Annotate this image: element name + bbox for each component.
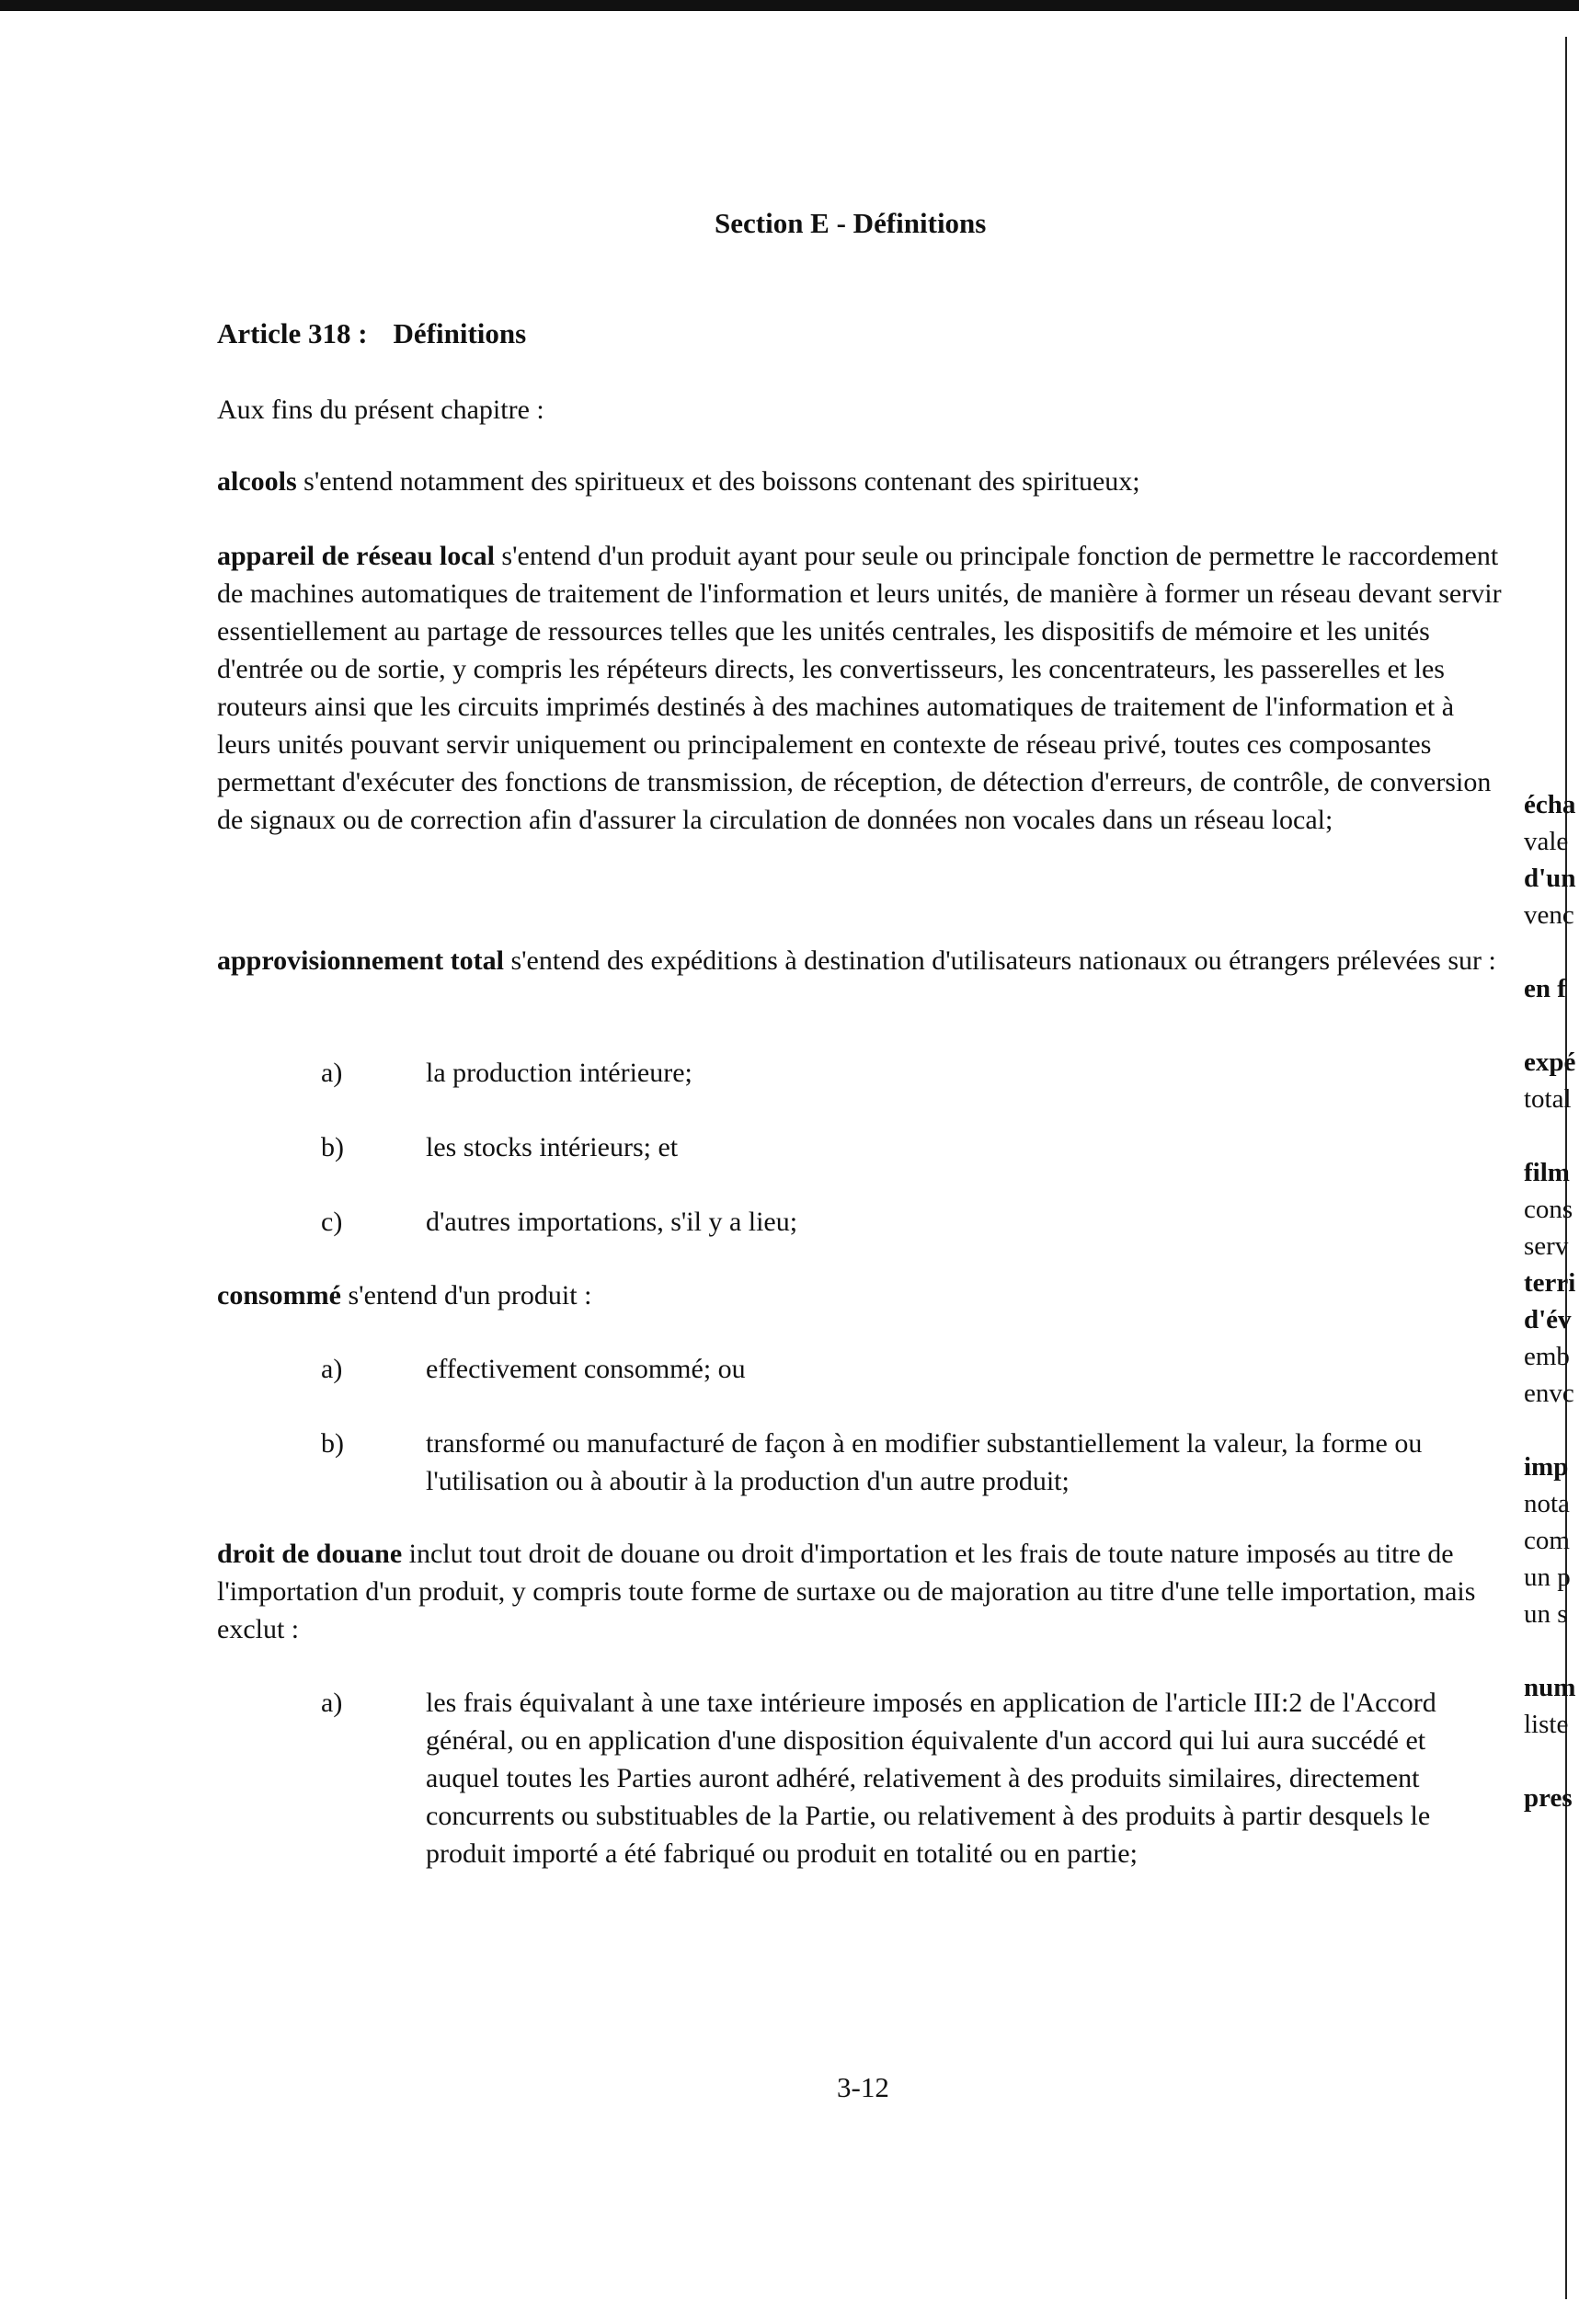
definition-appareil [217,537,1505,839]
intro-paragraph [217,391,1505,429]
list-text: transformé ou manufacturé de façon à en modifier substantiellement la valeur, la forme ou l'utilisation ou à aboutir à la production d'un autre produit; [426,1428,1423,1496]
list-label: c) [321,1207,343,1237]
list-text: les frais équivalant à une taxe intérieure imposés en application de l'article III:2 de l'Accord général, ou en application d'une disposition équivalente d'un accord qui lui aura succédé et auquel toutes les Parties auront adhéré, relativement à des produits similaires, directement concurrents ou substituables de la Partie, ou relativement à des produits à partir desquels le produit importé a été fabriqué ou produit en totalité ou en partie; [426,1688,1436,1869]
term-alcools: alcools [217,466,297,497]
fragment: imp [1524,1452,1569,1482]
list-label: a) [321,1688,343,1718]
definition-consomme [217,1276,1505,1314]
term-appareil-de-reseau-local: appareil de réseau local [217,541,495,571]
section-title: Section E - Définitions [715,207,987,239]
fragment: expé [1524,1048,1576,1077]
fragment: écha [1524,790,1576,819]
definition-approvisionnement [217,942,1505,979]
fragment: d'un [1524,864,1576,893]
fragment: vale [1524,827,1569,856]
term-approvisionnement-total: approvisionnement total [217,945,504,976]
definition-alcools [217,463,1505,500]
fragment: un p [1524,1563,1571,1592]
fragment: venc [1524,900,1574,930]
list-item [217,1203,1505,1241]
fragment: terri [1524,1268,1576,1298]
list-label: b) [321,1132,344,1162]
fragment: num [1524,1673,1576,1702]
list-text: d'autres importations, s'il y a lieu; [426,1207,798,1237]
definition-alcools-text: s'entend notamment des spiritueux et des boissons contenant des spiritueux; [296,466,1140,497]
intro-text: Aux fins du présent chapitre : [217,395,544,425]
fragment: envc [1524,1379,1574,1408]
list-label: a) [321,1354,343,1384]
article-title: Définitions [393,317,527,349]
list-item [217,1684,1505,1872]
top-border [0,0,1579,11]
fragment: nota [1524,1489,1570,1518]
list-text: effectivement consommé; ou [426,1354,746,1384]
definition-appareil-text: s'entend d'un produit ayant pour seule ou principale fonction de permettre le raccordement de machines automatiques de traitement de l'information et leurs unités, de manière à former un réseau devant servir essentiellement au partage de ressources telles que les unités centrales, les dispositifs de mémoire et les unités d'entrée ou de sortie, y compris les répéteurs directs, les convertisseurs, les concentrateurs, les passerelles et les routeurs ainsi que les circuits imprimés destinés à des machines automatiques de traitement de l'information et à leurs unités pouvant servir uniquement ou principalement en contexte de réseau privé, toutes ces composantes permettant d'exécuter des fonctions de transmission, de réception, de détection d'erreurs, de contrôle, de conversion de signaux ou de correction afin d'assurer la circulation de données non vocales dans un réseau local; [217,541,1502,835]
definition-approvisionnement-text: s'entend des expéditions à destination d'utilisateurs nationaux ou étrangers prélevées sur : [503,945,1496,976]
fragment: serv [1524,1231,1569,1261]
list-item [217,1054,1505,1092]
list-item [217,1128,1505,1166]
definition-consomme-text: s'entend d'un produit : [340,1280,592,1311]
fragment: en f [1524,974,1566,1003]
fragment: film [1524,1158,1570,1187]
list-text: les stocks intérieurs; et [426,1132,679,1162]
article-number: Article 318 : [217,317,368,349]
adjacent-page-fragments [1524,0,1579,2324]
term-droit-de-douane: droit de douane [217,1539,403,1569]
definition-droit-de-douane [217,1535,1505,1648]
fragment: liste [1524,1710,1569,1739]
fragment: total [1524,1084,1572,1114]
fragment: d'év [1524,1305,1572,1334]
list-label: b) [321,1428,344,1459]
list-text: la production intérieure; [426,1058,692,1088]
fragment: pres [1524,1783,1573,1813]
fragment: cons [1524,1195,1573,1224]
list-item [217,1425,1505,1500]
fragment: un s [1524,1599,1568,1629]
list-item [217,1350,1505,1388]
page-number: 3-12 [837,2071,889,2103]
list-label: a) [321,1058,343,1088]
definition-droit-text: inclut tout droit de douane ou droit d'importation et les frais de toute nature imposés au titre de l'importation d'un produit, y compris toute forme de surtaxe ou de majoration au titre d'une telle importation, mais exclut : [217,1539,1476,1644]
fragment: emb [1524,1342,1570,1371]
article-heading [217,315,526,352]
term-consomme: consommé [217,1280,341,1311]
fragment: com [1524,1526,1570,1555]
